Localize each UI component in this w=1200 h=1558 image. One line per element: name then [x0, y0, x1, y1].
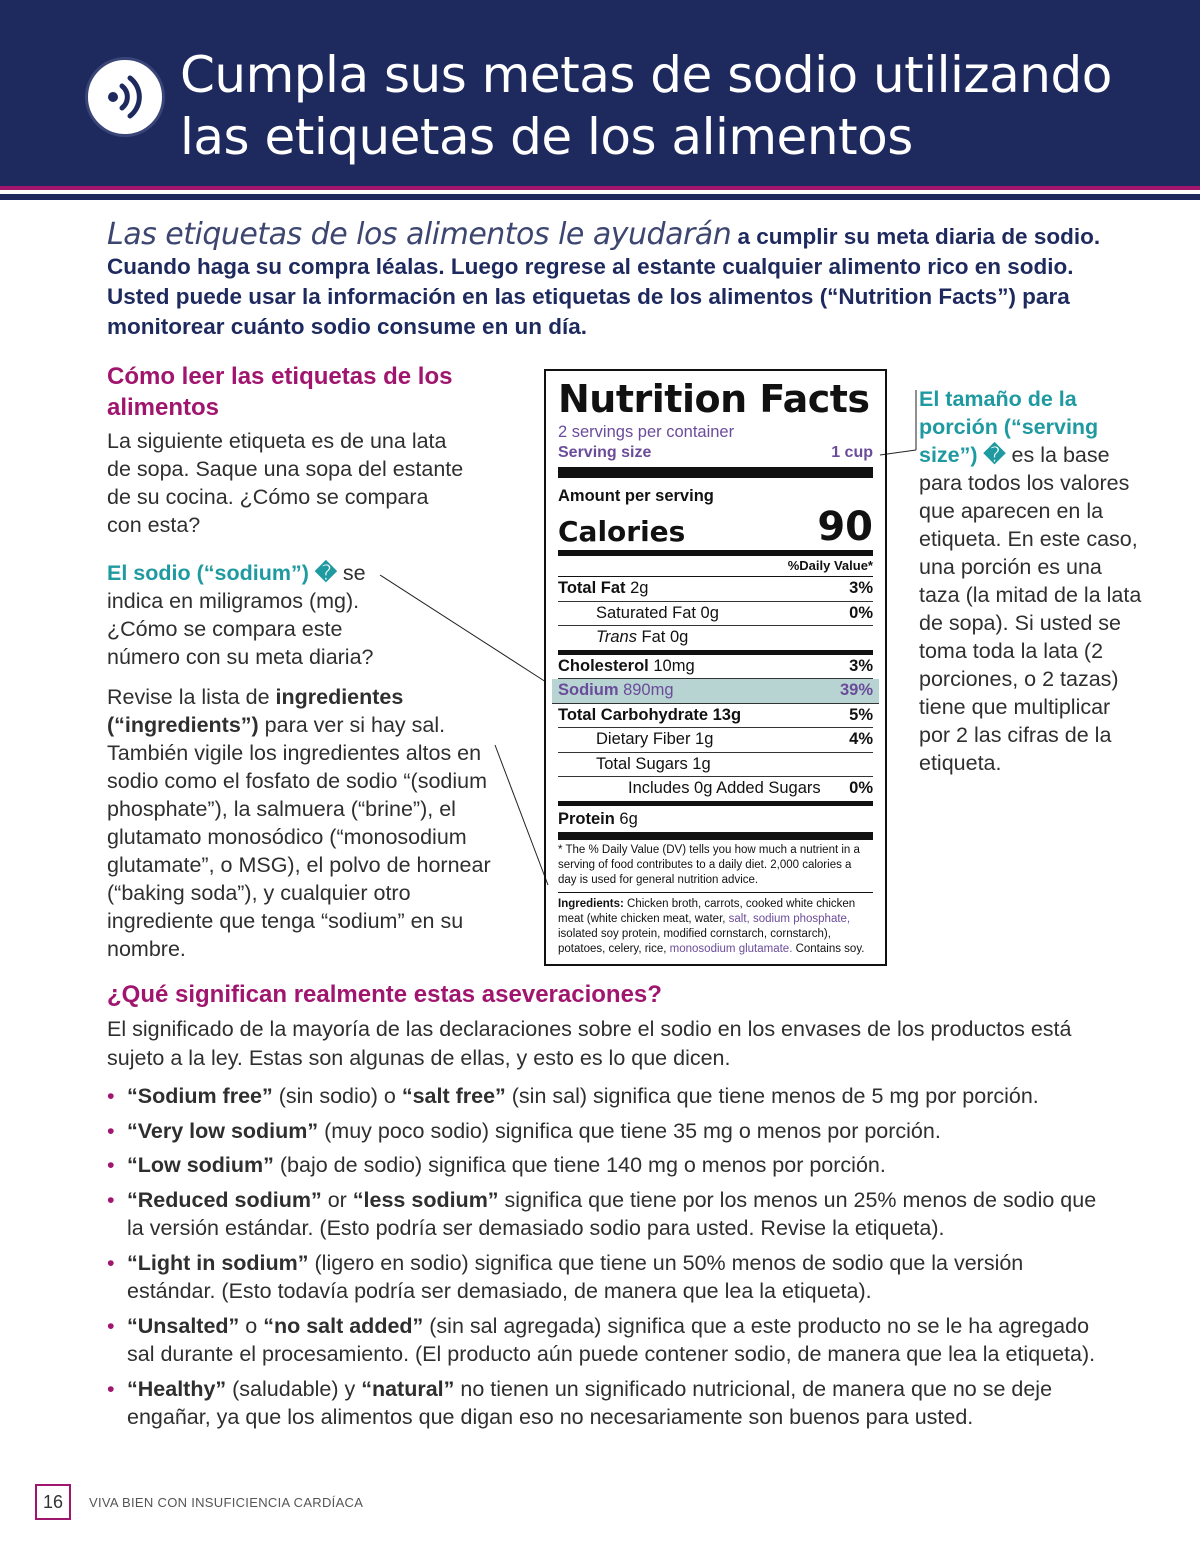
nf-added-sugars-label: Includes 0g Added Sugars	[628, 779, 821, 797]
list-item: • “Unsalted” o “no salt added” (sin sal agregada) significa que a este producto no se le ha agregado sal durante el procesamiento. (El producto aún puede contener sodio, de manera que lea la etiqueta).	[107, 1312, 1117, 1369]
serving-size-term: El tamaño de la porción (“serving size”) �	[919, 387, 1099, 467]
nf-total-fat-label: Total Fat	[558, 579, 626, 597]
nf-ingredients-label: Ingredients:	[558, 897, 624, 910]
soup-can-paragraph: La siguiente etiqueta es de una lata de sopa. Saque una sopa del estante de su cocina. ¿Cómo se compara con esta?	[107, 429, 464, 537]
nf-ingredients-b: isolated soy protein, modified cornstarch, cornstarch), potatoes, celery, rice,	[558, 927, 831, 955]
list-item: • “Very low sodium” (muy poco sodio) significa que tiene 35 mg o menos por porción.	[107, 1117, 1117, 1146]
title-line-2: las etiquetas de los alimentos	[180, 108, 913, 166]
nf-calories	[558, 506, 873, 556]
nf-row-total-carb	[558, 704, 873, 729]
list-item: • “Low sodium” (bajo de sodio) significa que tiene 140 mg o menos por porción.	[107, 1151, 1117, 1180]
sodium-term: El sodio (“sodium”) �	[107, 561, 337, 585]
page-number: 16	[35, 1484, 71, 1520]
nf-serving-size-value: 1 cup	[831, 444, 873, 461]
nf-sodium-label: Sodium	[558, 681, 619, 699]
intro-rest: a cumplir su meta diaria de sodio. Cuando haga su compra léalas. Luego regrese al estante cualquier alimento rico en sodio. Usted puede usar la información en las etiquetas de los alimentos (“Nutrition Facts”) para monitorear cuánto sodio consume en un día.	[107, 224, 1101, 339]
nf-row-fiber	[558, 728, 873, 753]
claims-list	[107, 1082, 1117, 1438]
nf-sodium-amount: 890mg	[618, 681, 674, 699]
nf-servings: 2 servings per container	[558, 423, 735, 441]
list-item: • “Sodium free” (sin sodio) o “salt free” (sin sal) significa que tiene menos de 5 mg por porción.	[107, 1082, 1117, 1111]
nf-trans-rest: Fat 0g	[636, 628, 689, 646]
nf-protein-amount: 6g	[614, 809, 638, 828]
ingredients-callout-line	[495, 745, 548, 885]
nf-ingredients	[558, 893, 873, 957]
nf-ingredients-a: Chicken broth, carrots, cooked white chicken meat (white chicken meat, water,	[558, 897, 856, 925]
nf-serving-size	[558, 443, 873, 478]
nf-cholesterol-amount: 10mg	[648, 656, 695, 675]
nf-daily-value-header: %Daily Value*	[558, 556, 873, 577]
claims-intro: El significado de la mayoría de las declaraciones sobre el sodio en los envases de los productos está sujeto a la ley. Estas son algunas de ellas, y esto es lo que dicen.	[107, 1017, 1072, 1070]
nf-protein-label: Protein	[558, 809, 615, 828]
list-item: • “Light in sodium” (ligero en sodio) significa que tiene un 50% menos de sodio que la versión estándar. (Esto todavía podría ser demasiado, de manera que lea la etiqueta).	[107, 1249, 1117, 1306]
nf-row-saturated-fat	[558, 602, 873, 627]
sodium-text: se indica en miligramos (mg). ¿Cómo se compara este número con su meta diaria?	[107, 561, 374, 669]
ingredients-term: ingredientes (“ingredients”)	[107, 685, 404, 737]
footer-title: VIVA BIEN CON INSUFICIENCIA CARDÍACA	[89, 1495, 364, 1510]
claims-heading: ¿Qué significan realmente estas aseveraciones?	[107, 981, 662, 1008]
nf-row-added-sugars	[558, 777, 873, 806]
nf-ingredients-msg: monosodium glutamate.	[669, 942, 793, 955]
nf-cholesterol-pct: 3%	[849, 656, 873, 675]
nf-row-total-fat	[558, 577, 873, 602]
ingredients-text-b: para ver si hay sal. También vigile los ingredientes altos en sodio como el fosfato de sodio “(sodium phosphate”), la salmuera (“brine”), el glutamato monosódico (“monosodium glutamate”, o MSG), el polvo de hornear (“baking soda”), y cualquier otro ingrediente que tenga “sodium” en su nombre.	[107, 713, 491, 961]
nf-fiber-pct: 4%	[849, 730, 873, 748]
nf-row-sugars	[558, 753, 873, 778]
nf-row-protein	[558, 806, 873, 840]
nf-footnote: * The % Daily Value (DV) tells you how much a nutrient in a serving of food contributes to a daily diet. 2,000 calories a day is used for general nutrition advice.	[558, 840, 873, 893]
title-line-1: Cumpla sus metas de sodio utilizando	[180, 46, 1112, 104]
nf-trans-italic: Trans	[596, 628, 637, 646]
nf-ingredients-c: Contains soy.	[792, 942, 865, 955]
nf-total-carb-label: Total Carbohydrate 13g	[558, 705, 742, 724]
nf-title: Nutrition Facts	[558, 377, 870, 421]
nf-fiber-label: Dietary Fiber 1g	[596, 730, 714, 748]
nf-sugars-label: Total Sugars 1g	[596, 754, 711, 773]
nf-sodium-pct: 39%	[839, 681, 873, 699]
nf-row-sodium	[552, 679, 879, 704]
nf-calories-value: 90	[817, 504, 873, 550]
nf-row-trans-fat	[558, 626, 873, 655]
ingredients-text-a: Revise la lista de	[107, 685, 276, 709]
nf-sat-fat-pct: 0%	[849, 603, 873, 622]
nf-total-carb-pct: 5%	[849, 705, 873, 724]
serving-size-text: es la base para todos los valores que aparecen en la etiqueta. En este caso, una porción es una taza (la mitad de la lata de sopa). Si usted se toma toda la lata (2 porciones, o 2 tazas) tiene que multiplicar por 2 las cifras de la etiqueta.	[919, 443, 1142, 775]
nf-amount-per-serving: Amount per serving	[558, 487, 714, 505]
nf-sat-fat-label: Saturated Fat 0g	[596, 603, 719, 622]
label-reading-heading: Cómo leer las etiquetas de los alimentos	[107, 363, 453, 421]
nutrition-facts-label	[544, 369, 887, 966]
nf-total-fat-pct: 3%	[849, 579, 873, 597]
list-item: • “Healthy” (saludable) y “natural” no tienen un significado nutricional, de manera que no se deje engañar, ya que los alimentos que digan eso no necesariamente son buenos para usted.	[107, 1375, 1117, 1432]
nf-cholesterol-label: Cholesterol	[558, 656, 649, 675]
intro-lead: Las etiquetas de los alimentos le ayudarán	[107, 217, 732, 252]
list-item: • “Reduced sodium” or “less sodium” significa que tiene por los menos un 25% menos de sodio que la versión estándar. (Esto podría ser demasiado sodio para usted. Revise la etiqueta).	[107, 1186, 1117, 1243]
nf-total-fat-amount: 2g	[625, 579, 649, 597]
nf-calories-label: Calories	[558, 515, 686, 548]
nf-ingredients-salt: salt, sodium phosphate,	[728, 912, 851, 925]
nf-added-sugars-pct: 0%	[849, 779, 873, 797]
nf-serving-size-label: Serving size	[558, 444, 652, 461]
nf-row-cholesterol	[558, 655, 873, 680]
sodium-callout-line	[380, 575, 546, 682]
